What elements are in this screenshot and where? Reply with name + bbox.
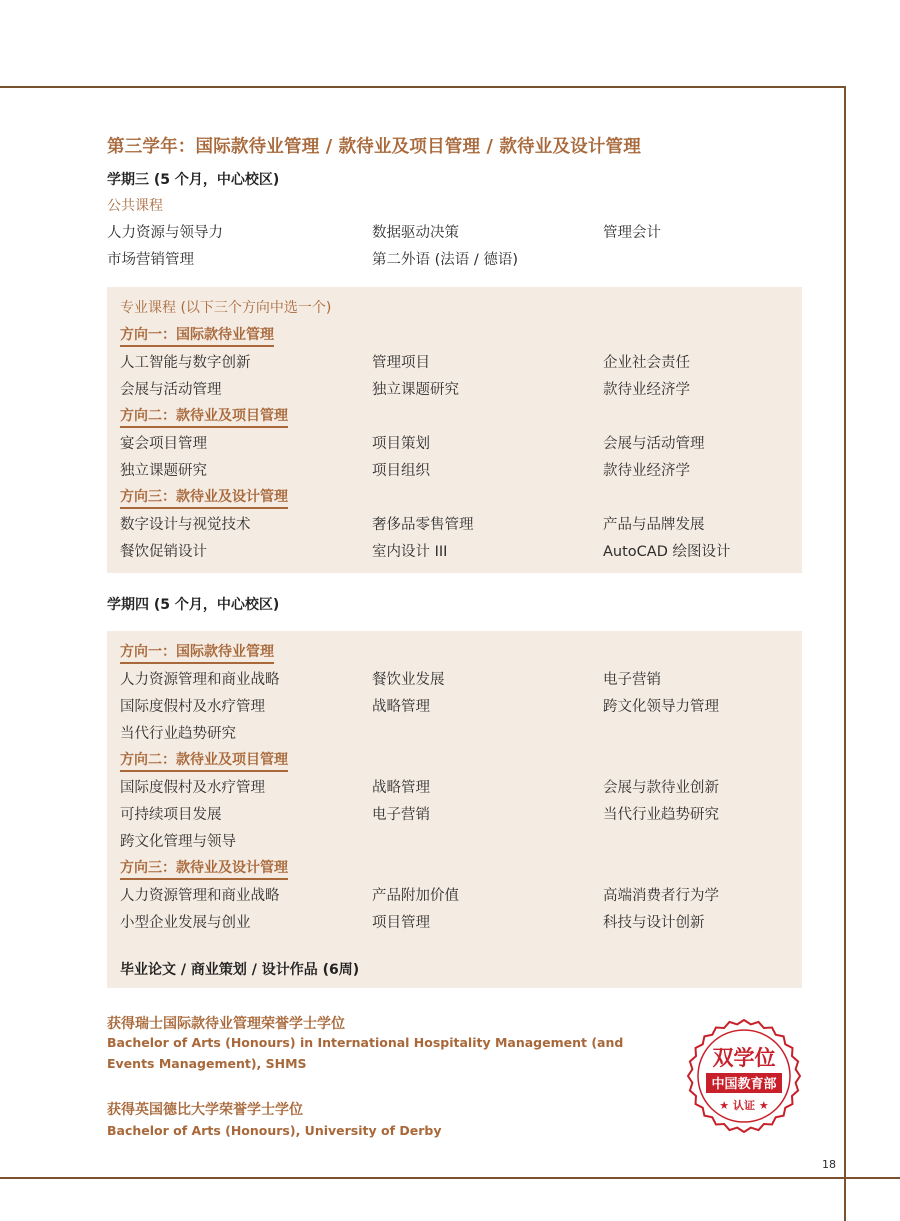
- course-row: [0, 459, 900, 481]
- direction-title: 方向三：款待业及设计管理: [120, 857, 288, 880]
- course-row: [0, 432, 900, 454]
- stamp-line2: 中国教育部: [711, 1077, 777, 1092]
- course-row: [0, 378, 900, 400]
- course-row: [0, 695, 900, 717]
- course-name: 当代行业趋势研究: [603, 807, 719, 823]
- course-name: 项目管理: [372, 915, 430, 931]
- course-row: [0, 540, 900, 562]
- course-name: 产品附加价值: [372, 888, 459, 904]
- course-name: 可持续项目发展: [120, 807, 222, 823]
- course-row: [0, 776, 900, 798]
- course-name: 独立课题研究: [120, 463, 207, 479]
- term3-heading: 学期三 (5 个月，中心校区): [107, 172, 280, 188]
- course-name: 管理会计: [603, 225, 661, 241]
- term4-electives-panel: [107, 631, 802, 988]
- course-name: 小型企业发展与创业: [120, 915, 251, 931]
- course-name: 企业社会责任: [603, 355, 690, 371]
- page-title: 第三学年：国际款待业管理 / 款待业及项目管理 / 款待业及设计管理: [107, 137, 641, 157]
- course-name: 市场营销管理: [107, 252, 194, 268]
- frame-bottom-line: [0, 1177, 900, 1179]
- course-name: 电子营销: [372, 807, 430, 823]
- course-row: [0, 830, 900, 852]
- course-row: [0, 722, 900, 744]
- course-name: 科技与设计创新: [603, 915, 705, 931]
- course-row: [0, 351, 900, 373]
- degree-title-cn: 获得英国德比大学荣誉学士学位: [107, 1102, 303, 1118]
- course-name: 第二外语 (法语 / 德语): [372, 252, 519, 268]
- course-name: 人力资源与领导力: [107, 225, 223, 241]
- course-name: 管理项目: [372, 355, 430, 371]
- course-name: 人力资源管理和商业战略: [120, 888, 280, 904]
- course-name: 独立课题研究: [372, 382, 459, 398]
- course-name: 战略管理: [372, 699, 430, 715]
- course-row: [0, 668, 900, 690]
- course-name: 人工智能与数字创新: [120, 355, 251, 371]
- thesis-line: 毕业论文 / 商业策划 / 设计作品 (6周): [120, 962, 360, 978]
- direction-title: 方向二：款待业及项目管理: [120, 749, 288, 772]
- course-row: [0, 221, 900, 243]
- course-name: 当代行业趋势研究: [120, 726, 236, 742]
- frame-top-line: [0, 86, 846, 88]
- course-row: [0, 513, 900, 535]
- course-name: 数据驱动决策: [372, 225, 459, 241]
- course-row: [0, 803, 900, 825]
- course-name: 产品与品牌发展: [603, 517, 705, 533]
- course-name: 项目组织: [372, 463, 430, 479]
- common-courses-label: 公共课程: [107, 198, 163, 214]
- course-name: 款待业经济学: [603, 382, 690, 398]
- direction-title: 方向一：国际款待业管理: [120, 641, 274, 664]
- course-name: 会展与活动管理: [603, 436, 705, 452]
- stamp-line3: ★ 认证 ★: [719, 1099, 769, 1112]
- course-name: 会展与款待业创新: [603, 780, 719, 796]
- degree-title-cn: 获得瑞士国际款待业管理荣誉学士学位: [107, 1016, 345, 1032]
- course-row: [0, 911, 900, 933]
- course-name: 餐饮促销设计: [120, 544, 207, 560]
- course-name: 电子营销: [603, 672, 661, 688]
- degree-title-en: Bachelor of Arts (Honours) in International Hospitality Management (and Events Management), SHMS: [107, 1035, 624, 1071]
- dual-degree-stamp: [686, 1018, 802, 1134]
- course-name: 国际度假村及水疗管理: [120, 780, 265, 796]
- term3-electives-panel: [107, 287, 802, 573]
- course-name: 数字设计与视觉技术: [120, 517, 251, 533]
- course-name: 会展与活动管理: [120, 382, 222, 398]
- stamp-line1: 双学位: [712, 1046, 776, 1070]
- direction-title: 方向一：国际款待业管理: [120, 324, 274, 347]
- course-name: 国际度假村及水疗管理: [120, 699, 265, 715]
- course-name: 宴会项目管理: [120, 436, 207, 452]
- course-name: 款待业经济学: [603, 463, 690, 479]
- course-name: 跨文化领导力管理: [603, 699, 719, 715]
- course-name: 餐饮业发展: [372, 672, 445, 688]
- degree-title-en: Bachelor of Arts (Honours), University of Derby: [107, 1123, 442, 1138]
- course-name: 奢侈品零售管理: [372, 517, 474, 533]
- page-number: 18: [822, 1158, 836, 1171]
- course-name: AutoCAD 绘图设计: [603, 544, 731, 560]
- direction-title: 方向二：款待业及项目管理: [120, 405, 288, 428]
- course-name: 室内设计 III: [372, 544, 448, 560]
- course-row: [0, 884, 900, 906]
- course-name: 跨文化管理与领导: [120, 834, 236, 850]
- elective-courses-label: 专业课程 (以下三个方向中选一个): [120, 300, 332, 316]
- course-row: [0, 248, 900, 270]
- term4-heading: 学期四 (5 个月，中心校区): [107, 597, 280, 613]
- course-name: 人力资源管理和商业战略: [120, 672, 280, 688]
- course-name: 高端消费者行为学: [603, 888, 719, 904]
- course-name: 项目策划: [372, 436, 430, 452]
- direction-title: 方向三：款待业及设计管理: [120, 486, 288, 509]
- course-name: 战略管理: [372, 780, 430, 796]
